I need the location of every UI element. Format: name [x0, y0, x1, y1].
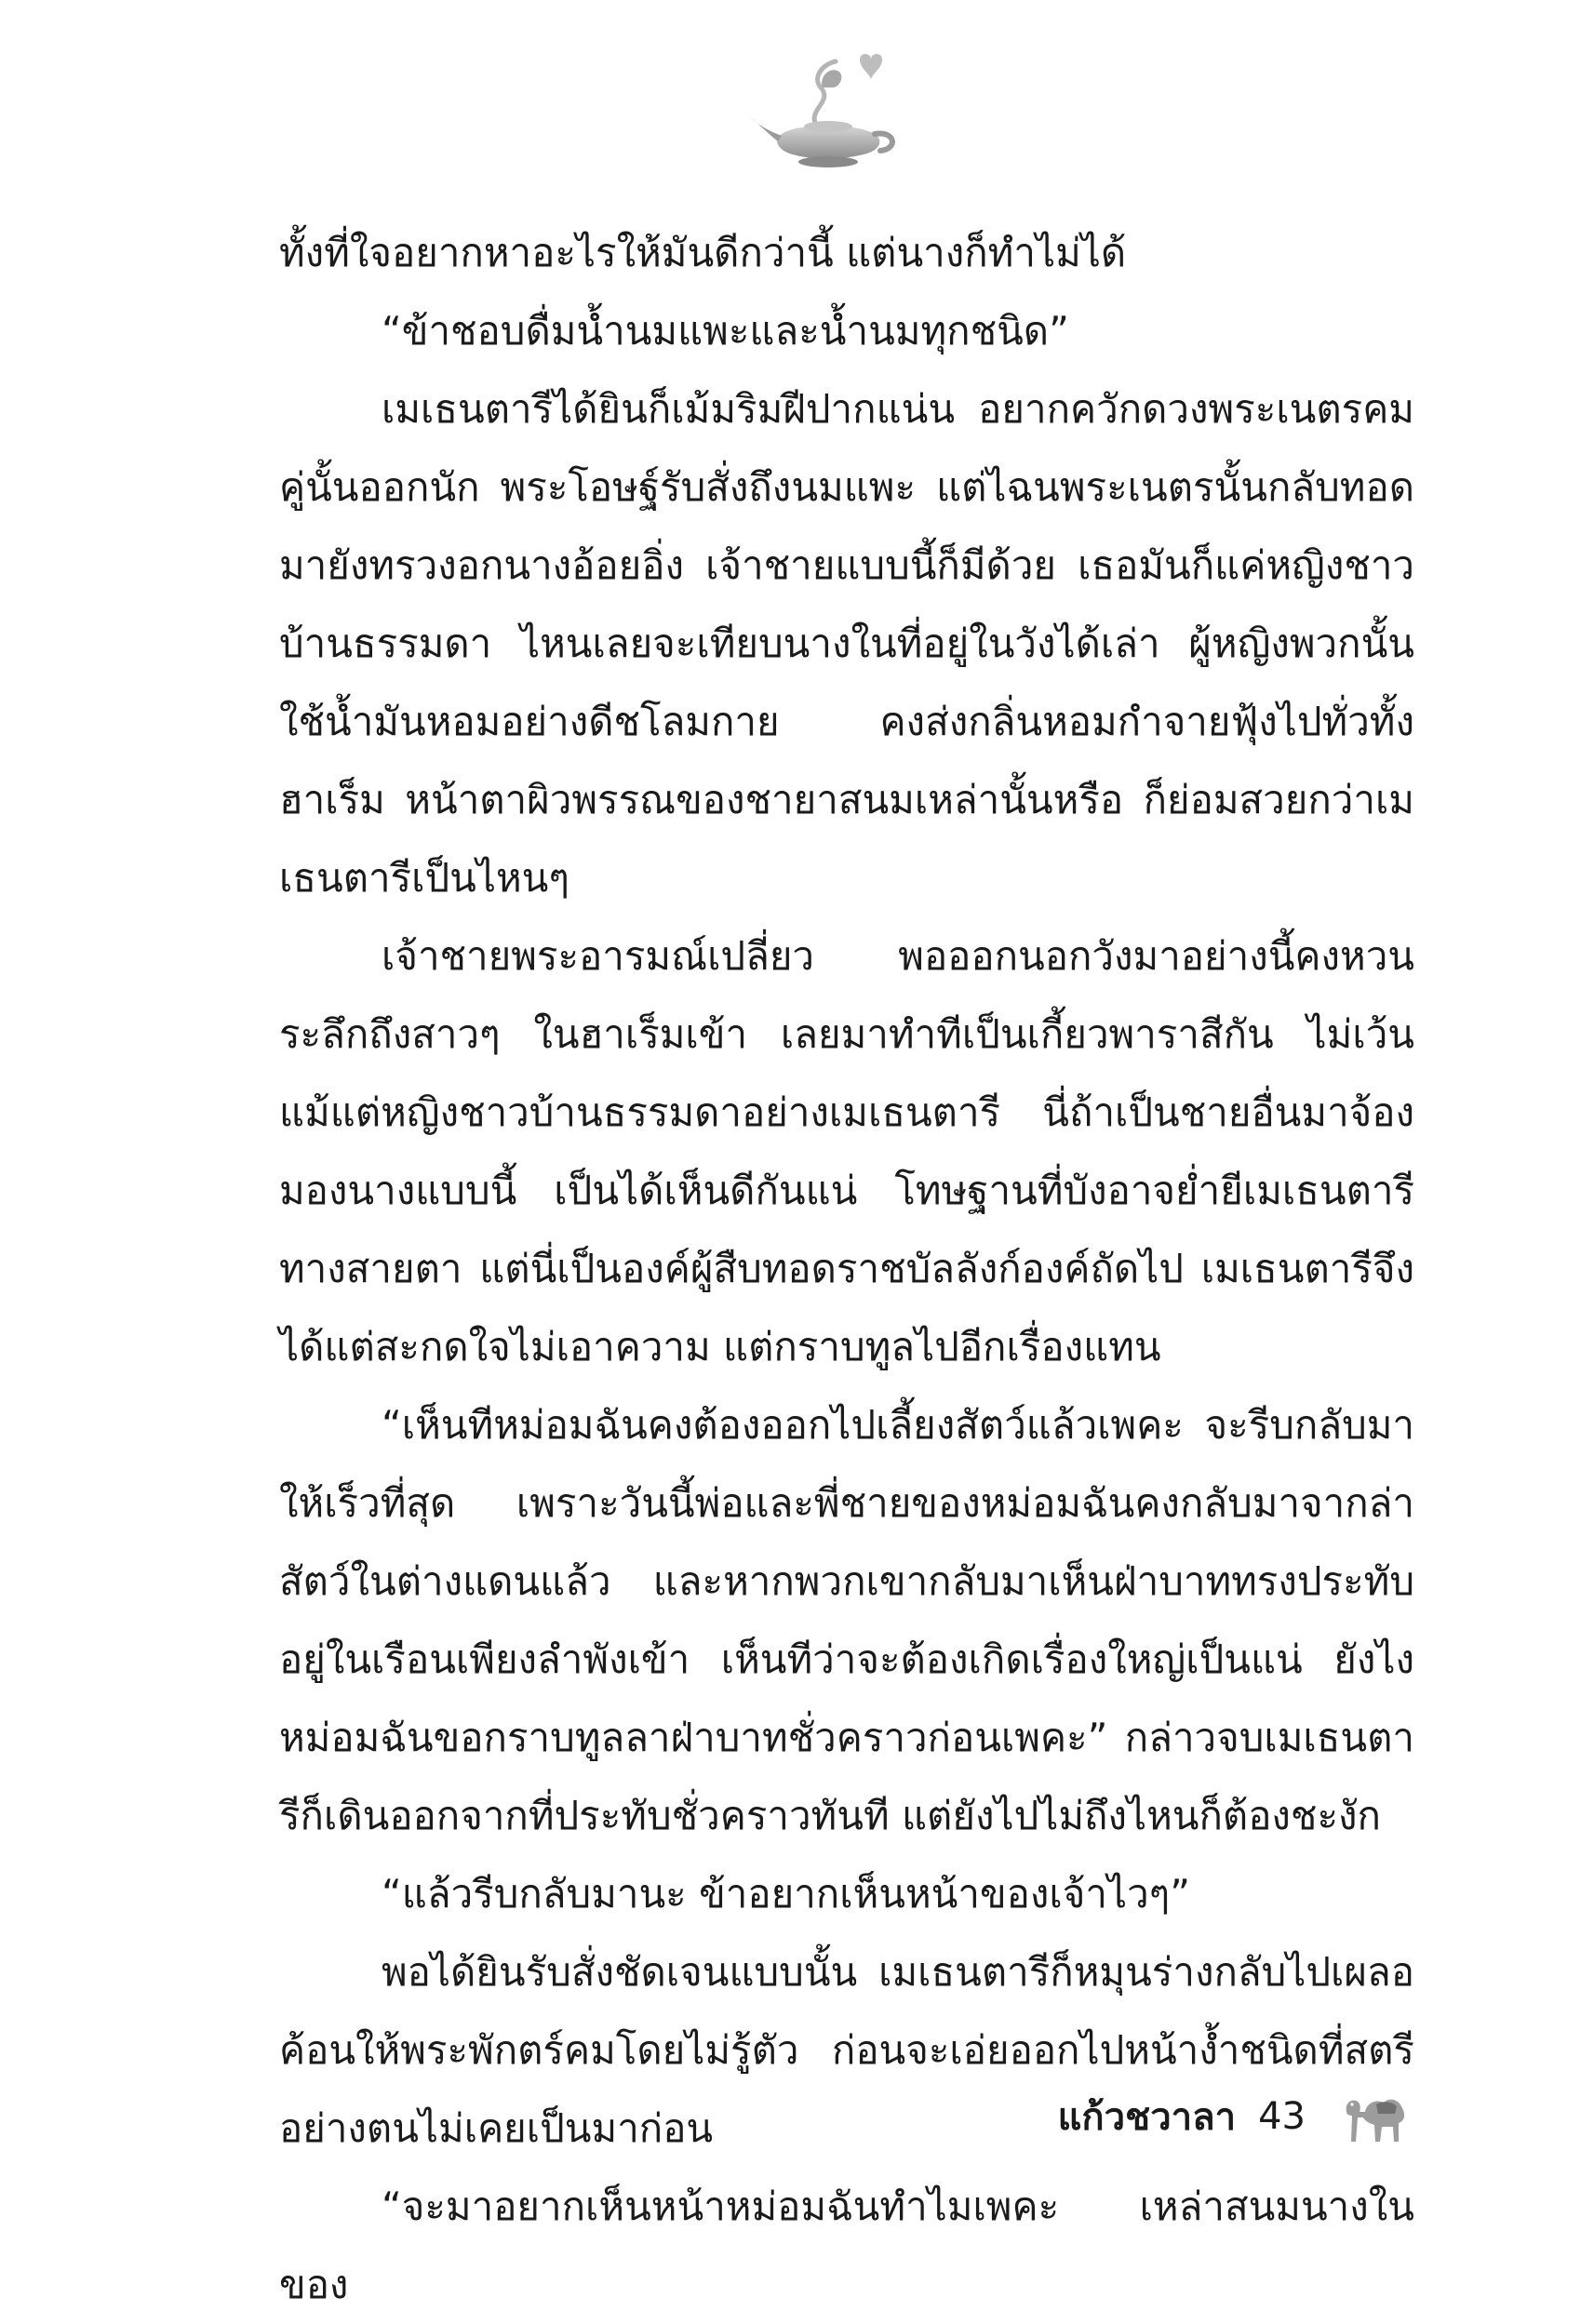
paragraph: “จะมาอยากเห็นหน้าหม่อมฉันทำไมเพคะ เหล่าสนมนางในของ: [279, 2184, 1414, 2307]
paragraph: เจ้าชายพระอารมณ์เปลี่ยว พอออกนอกวังมาอย่างนี้คงหวนระลึกถึงสาวๆ ในฮาเร็มเข้า เลยมาทำทีเป็นเกี้ยวพาราสีกัน ไม่เว้นแม้แต่หญิงชาวบ้านธรรมดาอย่างเมเธนตารี นี่ถ้าเป็นชายอื่นมาจ้องมองนางแบบนี้ เป็นได้เห็นดีกันแน่ โทษฐานที่บังอาจย่ำยีเมเธนตารีทางสายตา แต่นี่เป็นองค์ผู้สืบทอดราชบัลลังก์องค์ถัดไป เมเธนตารีจึงได้แต่สะกดใจไม่เอาความ แต่กราบทูลไปอีกเรื่องแทน: [279, 933, 1414, 1369]
genie-lamp-icon: [744, 45, 912, 175]
paragraph: “แล้วรีบกลับมานะ ข้าอยากเห็นหน้าของเจ้าไวๆ”: [382, 1871, 1190, 1917]
body-text: [279, 214, 1414, 2324]
paragraph: พอได้ยินรับสั่งชัดเจนแบบนั้น เมเธนตารีก็หมุนร่างกลับไปเผลอค้อนให้พระพักตร์คมโดยไม่รู้ตัว ก่อนจะเอ่ยออกไปหน้างํ้าชนิดที่สตรีอย่างตนไม่เคยเป็นมาก่อน: [279, 1949, 1414, 2151]
book-title: แก้วชวาลา: [1057, 2096, 1237, 2139]
page-footer: [1058, 2084, 1417, 2149]
camel-icon: [1337, 2084, 1417, 2149]
paragraph: “ข้าชอบดื่มน้ำนมแพะและน้ำนมทุกชนิด”: [382, 308, 1069, 354]
page-number: 43: [1258, 2095, 1306, 2138]
paragraph: “เห็นทีหม่อมฉันคงต้องออกไปเลี้ยงสัตว์แล้วเพคะ จะรีบกลับมาให้เร็วที่สุด เพราะวันนี้พ่อและพี่ชายของหม่อมฉันคงกลับมาจากล่าสัตว์ในต่างแดนแล้ว และหากพวกเขากลับมาเห็นฝ่าบาททรงประทับอยู่ในเรือนเพียงลำพังเข้า เห็นทีว่าจะต้องเกิดเรื่องใหญ่เป็นแน่ ยังไงหม่อมฉันขอกราบทูลลาฝ่าบาทชั่วคราวก่อนเพคะ” กล่าวจบเมเธนตารีก็เดินออกจากที่ประทับชั่วคราวทันที แต่ยังไปไม่ถึงไหนก็ต้องชะงัก: [279, 1402, 1414, 1838]
paragraph: เมเธนตารีได้ยินก็เม้มริมฝีปากแน่น อยากควักดวงพระเนตรคมคู่นั้นออกนัก พระโอษฐ์รับสั่งถึงนมแพะ แต่ไฉนพระเนตรนั้นกลับทอดมายังทรวงอกนางอ้อยอิ่ง เจ้าชายแบบนี้ก็มีด้วย เธอมันก็แค่หญิงชาวบ้านธรรมดา ไหนเลยจะเทียบนางในที่อยู่ในวังได้เล่า ผู้หญิงพวกนั้นใช้น้ำมันหอมอย่างดีชโลมกาย คงส่งกลิ่นหอมกำจายฟุ้งไปทั่วทั้งฮาเร็ม หน้าตาผิวพรรณของชายาสนมเหล่านั้นหรือ ก็ย่อมสวยกว่าเมเธนตารีเป็นไหนๆ: [279, 386, 1414, 901]
paragraph: ทั้งที่ใจอยากหาอะไรให้มันดีกว่านี้ แต่นางก็ทำไม่ได้: [279, 230, 1127, 275]
